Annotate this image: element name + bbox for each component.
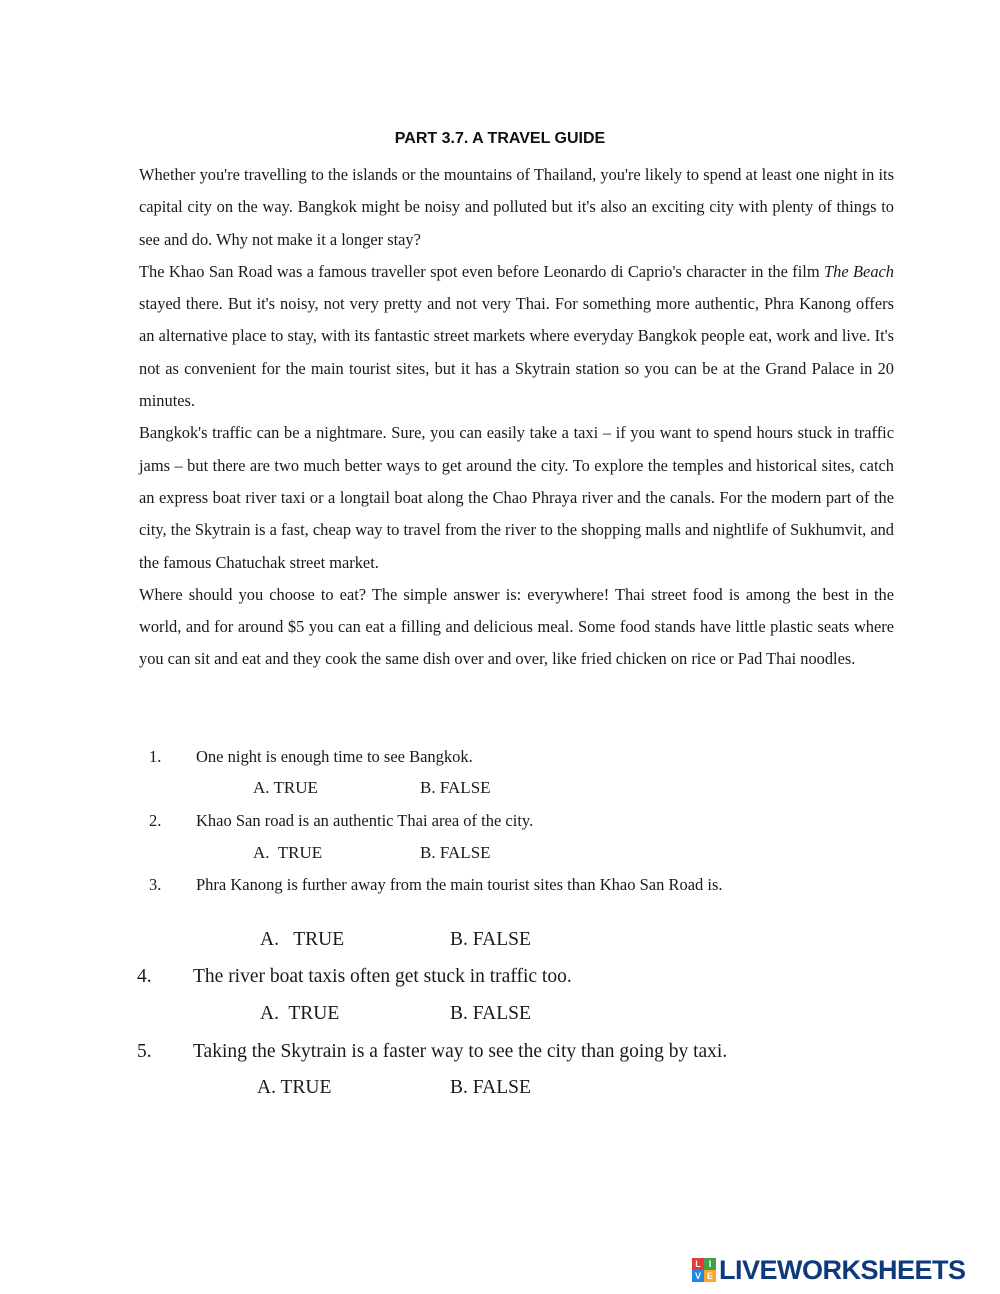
q1-option-b[interactable]: B. FALSE bbox=[420, 778, 491, 797]
liveworksheets-logo bbox=[692, 1255, 992, 1285]
reading-passage bbox=[139, 159, 894, 676]
question-text: Phra Kanong is further away from the main tourist sites than Khao San Road is. bbox=[196, 875, 723, 894]
q5-option-b[interactable]: B. FALSE bbox=[450, 1077, 531, 1098]
q4-option-a[interactable]: A. TRUE bbox=[260, 1003, 340, 1024]
liveworksheets-logo-icon: L I V E bbox=[692, 1258, 716, 1282]
question-text: Taking the Skytrain is a faster way to see the city than going by taxi. bbox=[193, 1041, 728, 1062]
q3-option-a[interactable]: A. TRUE bbox=[260, 929, 345, 950]
paragraph-1: Whether you're travelling to the islands or the mountains of Thailand, you're likely to spend at least one night in its capital city on the way. Bangkok might be noisy and polluted but it's also an exciting city with plenty of things to see and do. Why not make it a longer stay? bbox=[139, 165, 894, 249]
question-number: 3. bbox=[149, 875, 162, 894]
question-text: One night is enough time to see Bangkok. bbox=[196, 747, 473, 766]
question-number: 5. bbox=[137, 1041, 152, 1062]
q2-option-a[interactable]: A. TRUE bbox=[253, 843, 323, 862]
page-title: PART 3.7. A TRAVEL GUIDE bbox=[394, 130, 606, 147]
question-number: 1. bbox=[149, 747, 162, 766]
q4-option-b[interactable]: B. FALSE bbox=[450, 1003, 531, 1024]
paragraph-4: Where should you choose to eat? The simple answer is: everywhere! Thai street food is among the best in the world, and for around $5 you can eat a filling and delicious meal. Some food stands have little plastic seats where you can sit and eat and they cook the same dish over and over, like fried chicken on rice or Pad Thai noodles. bbox=[139, 584, 894, 669]
paragraph-2: The Khao San Road was a famous traveller spot even before Leonardo di Caprio's character in the film The Beach stayed there. But it's noisy, not very pretty and not very Thai. For something more authentic, Phra Kanong offers an alternative place to stay, with its fantastic street markets where everyday Bangkok people eat, work and live. It's not as convenient for the main tourist sites, but it has a Skytrain station so you can be at the Grand Palace in 20 minutes. bbox=[139, 261, 894, 411]
question-text: The river boat taxis often get stuck in traffic too. bbox=[193, 966, 572, 987]
q1-option-a[interactable]: A. TRUE bbox=[253, 778, 318, 797]
logo-text: LIVEWORKSHEETS bbox=[719, 1254, 966, 1285]
question-text: Khao San road is an authentic Thai area of the city. bbox=[196, 811, 534, 830]
q3-option-b[interactable]: B. FALSE bbox=[450, 929, 531, 950]
question-number: 2. bbox=[149, 811, 162, 830]
film-title: The Beach bbox=[824, 261, 894, 281]
q5-option-a[interactable]: A. TRUE bbox=[257, 1077, 332, 1098]
q2-option-b[interactable]: B. FALSE bbox=[420, 843, 491, 862]
question-number: 4. bbox=[137, 966, 152, 987]
paragraph-3: Bangkok's traffic can be a nightmare. Sure, you can easily take a taxi – if you want to spend hours stuck in traffic jams – but there are two much better ways to get around the city. To explore the temples and historical sites, catch an express boat river taxi or a longtail boat along the Chao Phraya river and the canals. For the modern part of the city, the Skytrain is a fast, cheap way to travel from the river to the shopping malls and nightlife of Sukhumvit, and the famous Chatuchak street market. bbox=[139, 423, 894, 572]
